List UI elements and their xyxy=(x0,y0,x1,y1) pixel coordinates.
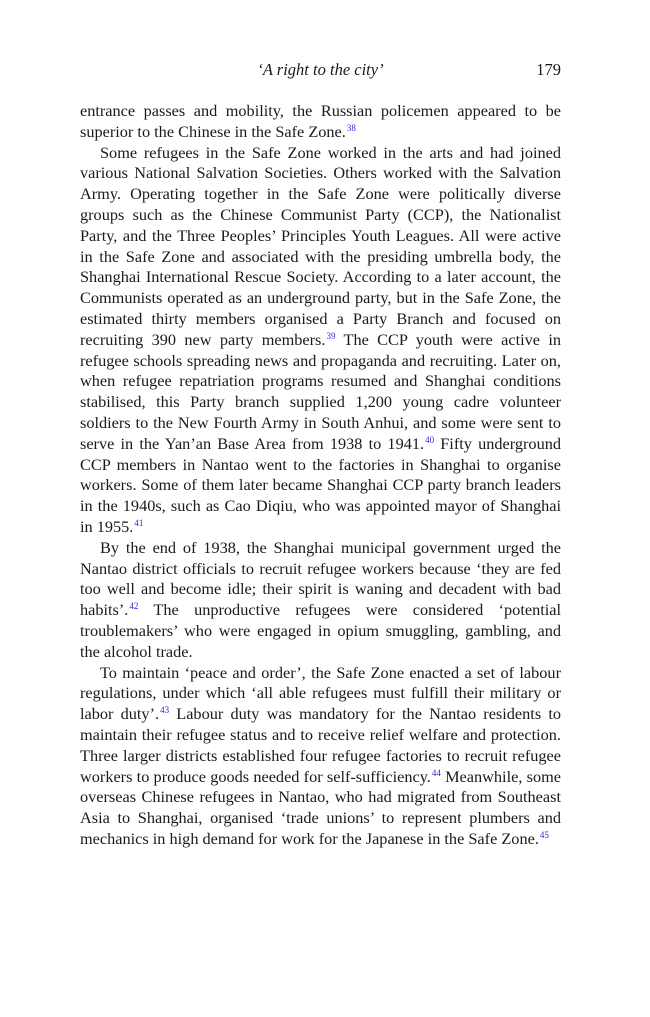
footnote-ref-44[interactable]: 44 xyxy=(431,767,441,778)
footnote-ref-42[interactable]: 42 xyxy=(129,601,139,612)
page-number: 179 xyxy=(536,60,561,79)
footnote-ref-40[interactable]: 40 xyxy=(425,434,435,445)
footnote-ref-43[interactable]: 43 xyxy=(160,705,170,716)
footnote-ref-38[interactable]: 38 xyxy=(346,122,356,133)
paragraph xyxy=(80,143,561,538)
text-run: Labour duty was mandatory for the Nantao residents to maintain their refugee status and to receive relief welfare and protection. Three larger districts established four refugee factories to recruit refugee workers to produce goods needed for self-sufficiency. xyxy=(80,704,562,786)
footnote-ref-39[interactable]: 39 xyxy=(326,330,336,341)
footnote-ref-45[interactable]: 45 xyxy=(539,829,549,840)
text-run: Some refugees in the Safe Zone worked in the arts and had joined various National Salvation Societies. Others worked with the Salvation Army. Operating together in the Safe Zone were politically diverse groups such as the Chinese Communist Party (CCP), the Nationalist Party, and the Three Peoples’ Principles Youth Leagues. All were active in the Safe Zone and associated with the presiding umbrella body, the Shanghai International Rescue Society. According to a later account, the Communists operated as an underground party, but in the Safe Zone, the estimated thirty members organised a Party Branch and focused on recruiting 390 new party members. xyxy=(80,142,561,349)
paragraph xyxy=(80,663,561,850)
paragraph xyxy=(80,101,561,143)
text-run: The unproductive refugees were considered ‘potential troublemakers’ who were engaged in opium smuggling, gambling, and the alcohol trade. xyxy=(80,600,561,661)
text-run: The CCP youth were active in refugee schools spreading news and propaganda and recruiting. Later on, when refugee repatriation programs resumed and Shanghai conditions stabilised, this Party branch supplied 1,200 young cadre volunteer soldiers to the New Fourth Army in South Anhui, and some were sent to serve in the Yan’an Base Area from 1938 to 1941. xyxy=(80,329,561,453)
text-run: By the end of 1938, the Shanghai municipal government urged the Nantao district officials to recruit refugee workers because ‘they are fed too well and become idle; their spirit is waning and decadent with bad habits’. xyxy=(80,537,561,620)
text-run: entrance passes and mobility, the Russian policemen appeared to be superior to the Chinese in the Safe Zone. xyxy=(80,101,561,141)
text-run: Meanwhile, some overseas Chinese refugees in Nantao, who had migrated from Southeast Asia to Shanghai, organised ‘trade unions’ to represent plumbers and mechanics in high demand for work for the Japanese in the Safe Zone. xyxy=(80,766,561,848)
footnote-ref-41[interactable]: 41 xyxy=(134,517,144,528)
running-head xyxy=(80,60,561,84)
running-title: ‘A right to the city’ xyxy=(257,60,384,79)
text-run: To maintain ‘peace and order’, the Safe Zone enacted a set of labour regulations, under which ‘all able refugees must fulfill their military or labor duty’. xyxy=(80,662,561,724)
text-run: Fifty underground CCP members in Nantao went to the factories in Shanghai to organise workers. Some of them later became Shanghai CCP party branch leaders in the 1940s, such as Cao Diqiu, who was appointed mayor of Shanghai in 1955. xyxy=(80,433,561,536)
body-text xyxy=(80,101,561,850)
paragraph xyxy=(80,538,561,663)
